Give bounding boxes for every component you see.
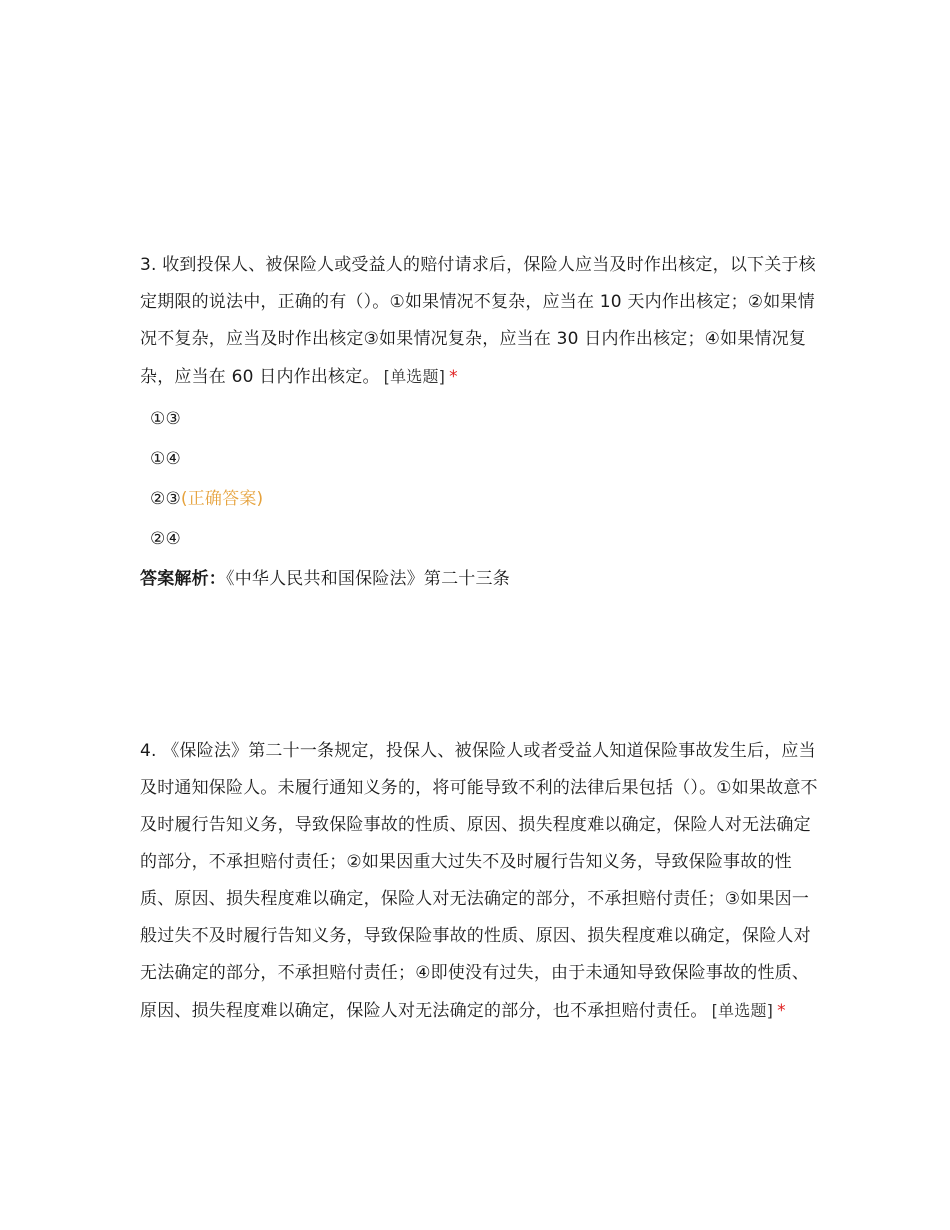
option-1[interactable] (150, 399, 820, 439)
answer-analysis (140, 559, 820, 599)
option-3[interactable] (150, 479, 820, 519)
option-4[interactable] (150, 519, 820, 559)
question-4 (140, 733, 820, 1030)
option-label: ②④ (150, 529, 181, 549)
question-text (140, 733, 820, 1030)
question-type-label: [单选题] (383, 367, 446, 386)
question-type-label: [单选题] (711, 1001, 774, 1020)
options-list (150, 399, 820, 559)
correct-answer-tag: (正确答案) (180, 489, 264, 509)
question-3 (140, 247, 820, 599)
option-label: ②③ (150, 489, 181, 509)
question-stem: 4. 《保险法》第二十一条规定，投保人、被保险人或者受益人知道保险事故发生后，应当及时通知保险人。未履行通知义务的，将可能导致不利的法律后果包括（）。①如果故意不及时履行告知义务，导致保险事故的性质、原因、损失程度难以确定，保险人对无法确定的部分，不承担赔付责任；②如果因重大过失不及时履行告知义务，导致保险事故的性质、原因、损失程度难以确定，保险人对无法确定的部分，不承担赔付责任；③如果因一般过失不及时履行告知义务，导致保险事故的性质、原因、损失程度难以确定，保险人对无法确定的部分，不承担赔付责任；④即使没有过失，由于未通知导致保险事故的性质、原因、损失程度难以确定，保险人对无法确定的部分，也不承担赔付责任。 (140, 741, 818, 1021)
option-label: ①④ (150, 449, 181, 469)
option-2[interactable] (150, 439, 820, 479)
question-stem: 3. 收到投保人、被保险人或受益人的赔付请求后，保险人应当及时作出核定，以下关于核定期限的说法中，正确的有（）。①如果情况不复杂，应当在 10 天内作出核定；②如果情况不复杂，应当及时作出核定③如果情况复杂，应当在 30 日内作出核定；④如果情况复杂，应当在 60 日内作出核定。 (140, 255, 816, 387)
analysis-label: 答案解析： (140, 569, 226, 589)
required-mark: * (777, 1001, 786, 1021)
option-label: ①③ (150, 409, 181, 429)
question-text (140, 247, 820, 396)
analysis-text: 《中华人民共和国保险法》第二十三条 (226, 569, 510, 589)
required-mark: * (449, 367, 458, 387)
